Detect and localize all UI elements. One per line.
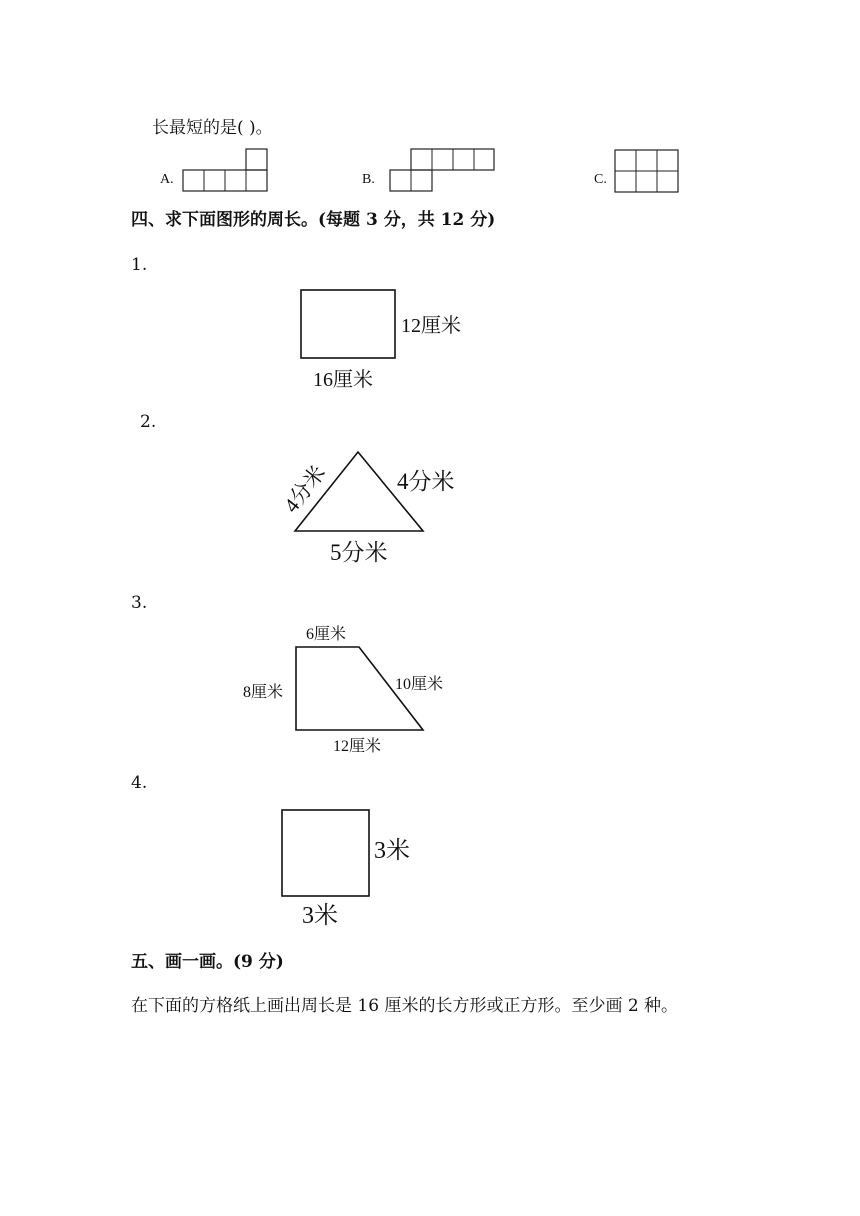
triangle-right-label: 4分米 <box>397 469 455 494</box>
trapezoid-slant-label: 10厘米 <box>395 676 444 693</box>
triangle-left-label: 4分米 <box>279 460 331 518</box>
triangle-bottom-label: 5分米 <box>330 540 388 565</box>
square-side-label: 3米 <box>374 838 410 864</box>
square-bottom-label: 3米 <box>302 903 338 929</box>
problem-4-number: 4. <box>131 773 148 793</box>
section-4-title: 四、求下面图形的周长。(每题 3 分，共 12 分) <box>131 210 496 230</box>
option-b-letter: B. <box>362 172 375 187</box>
previous-question-tail: 长最短的是( )。 <box>152 118 273 138</box>
problem-1-number: 1. <box>131 255 148 275</box>
problem-4-square <box>282 810 410 929</box>
option-a-figure <box>160 149 267 191</box>
section-5-instruction: 在下面的方格纸上画出周长是 16 厘米的长方形或正方形。至少画 2 种。 <box>131 996 679 1016</box>
problem-1-rectangle <box>301 290 461 391</box>
section-5-title: 五、画一画。(9 分) <box>131 952 284 972</box>
rect-side-label: 12厘米 <box>401 315 461 337</box>
option-a-letter: A. <box>160 172 174 187</box>
option-b-figure <box>362 149 494 191</box>
trapezoid-top-label: 6厘米 <box>306 626 347 643</box>
option-c-letter: C. <box>594 172 607 187</box>
problem-3-number: 3. <box>131 593 148 613</box>
problem-3-trapezoid <box>243 625 443 755</box>
trapezoid-bottom-label: 12厘米 <box>333 738 382 755</box>
problem-2-number: 2. <box>140 412 157 432</box>
trapezoid-left-label: 8厘米 <box>243 684 284 701</box>
problem-2-triangle <box>279 452 454 565</box>
option-c-figure <box>594 150 678 192</box>
rect-bottom-label: 16厘米 <box>313 369 373 391</box>
